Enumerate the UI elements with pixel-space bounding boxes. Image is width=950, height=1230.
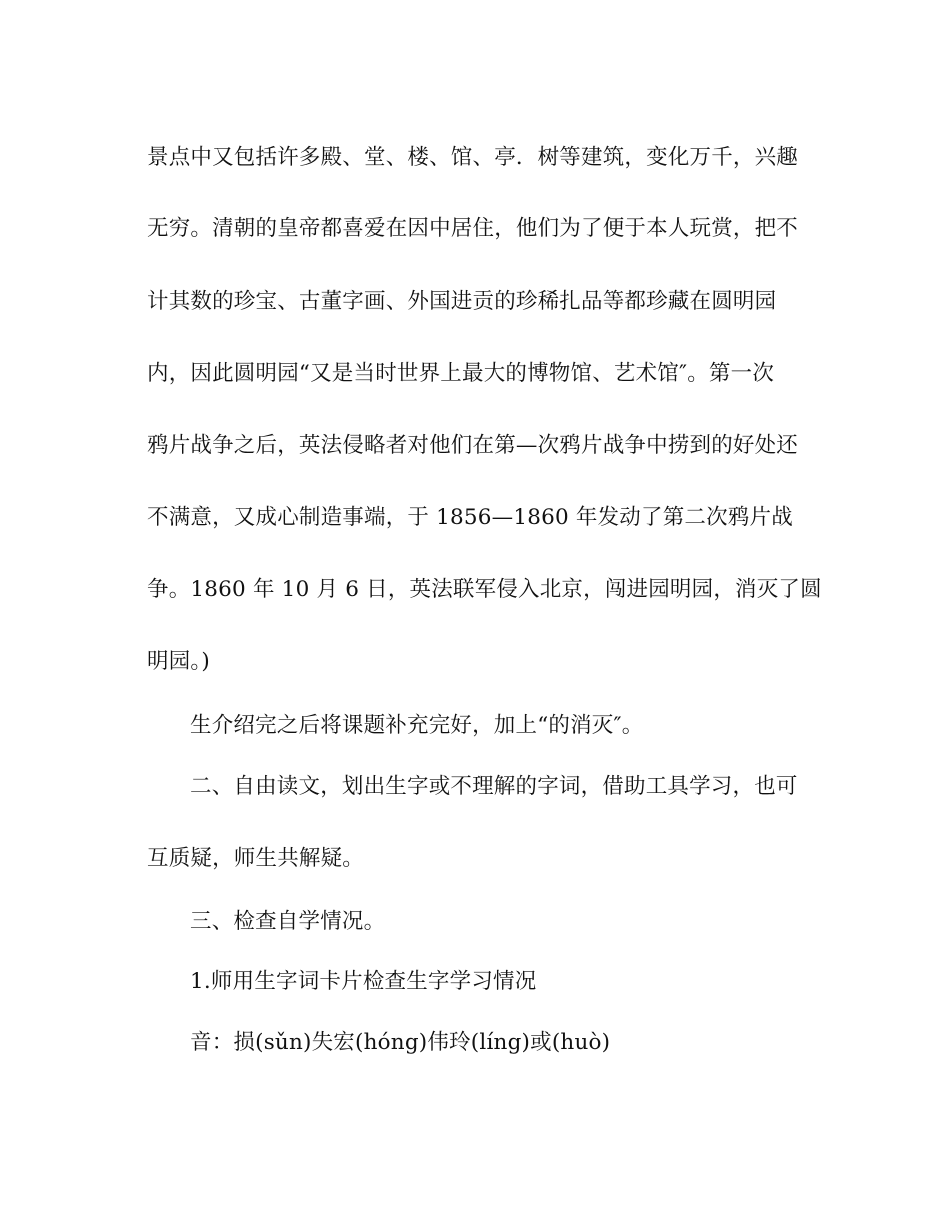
paragraph-line-7: 争。1860 年 10 月 6 日，英法联军侵入北京，闯进园明园，消灭了圆	[147, 577, 822, 602]
paragraph-line-1: 景点中又包括许多殿、堂、楼、馆、亭．树等建筑，变化万千，兴趣	[147, 145, 799, 170]
paragraph-line-5: 鸦片战争之后，英法侵略者对他们在第—次鸦片战争中捞到的好处还	[147, 433, 799, 458]
paragraph-intro-completion: 生介绍完之后将课题补充完好，加上“的消灭″。	[190, 713, 644, 738]
paragraph-line-2: 无穷。清朝的皇帝都喜爱在因中居住，他们为了便于本人玩赏，把不	[147, 216, 799, 241]
pronunciation-line: 音：损(sǔn)失宏(hóng)伟玲(líng)或(huò)	[190, 1030, 611, 1055]
section-two-heading: 二、自由读文，划出生字或不理解的字词，借助工具学习，也可	[190, 774, 798, 799]
paragraph-line-3: 计其数的珍宝、古董字画、外国进贡的珍稀扎品等都珍藏在圆明园	[147, 289, 777, 314]
section-two-continuation: 互质疑，师生共解疑。	[147, 846, 365, 871]
paragraph-line-4: 内，因此圆明园“又是当时世界上最大的博物馆、艺术馆″。第一次	[147, 361, 775, 386]
paragraph-line-8: 明园。)	[147, 649, 210, 674]
section-three-heading: 三、检查自学情况。	[190, 909, 386, 934]
paragraph-line-6: 不满意，又成心制造事端，于 1856—1860 年发动了第二次鸦片战	[147, 505, 793, 530]
item-one-heading: 1.师用生字词卡片检查生字学习情况	[190, 969, 537, 994]
